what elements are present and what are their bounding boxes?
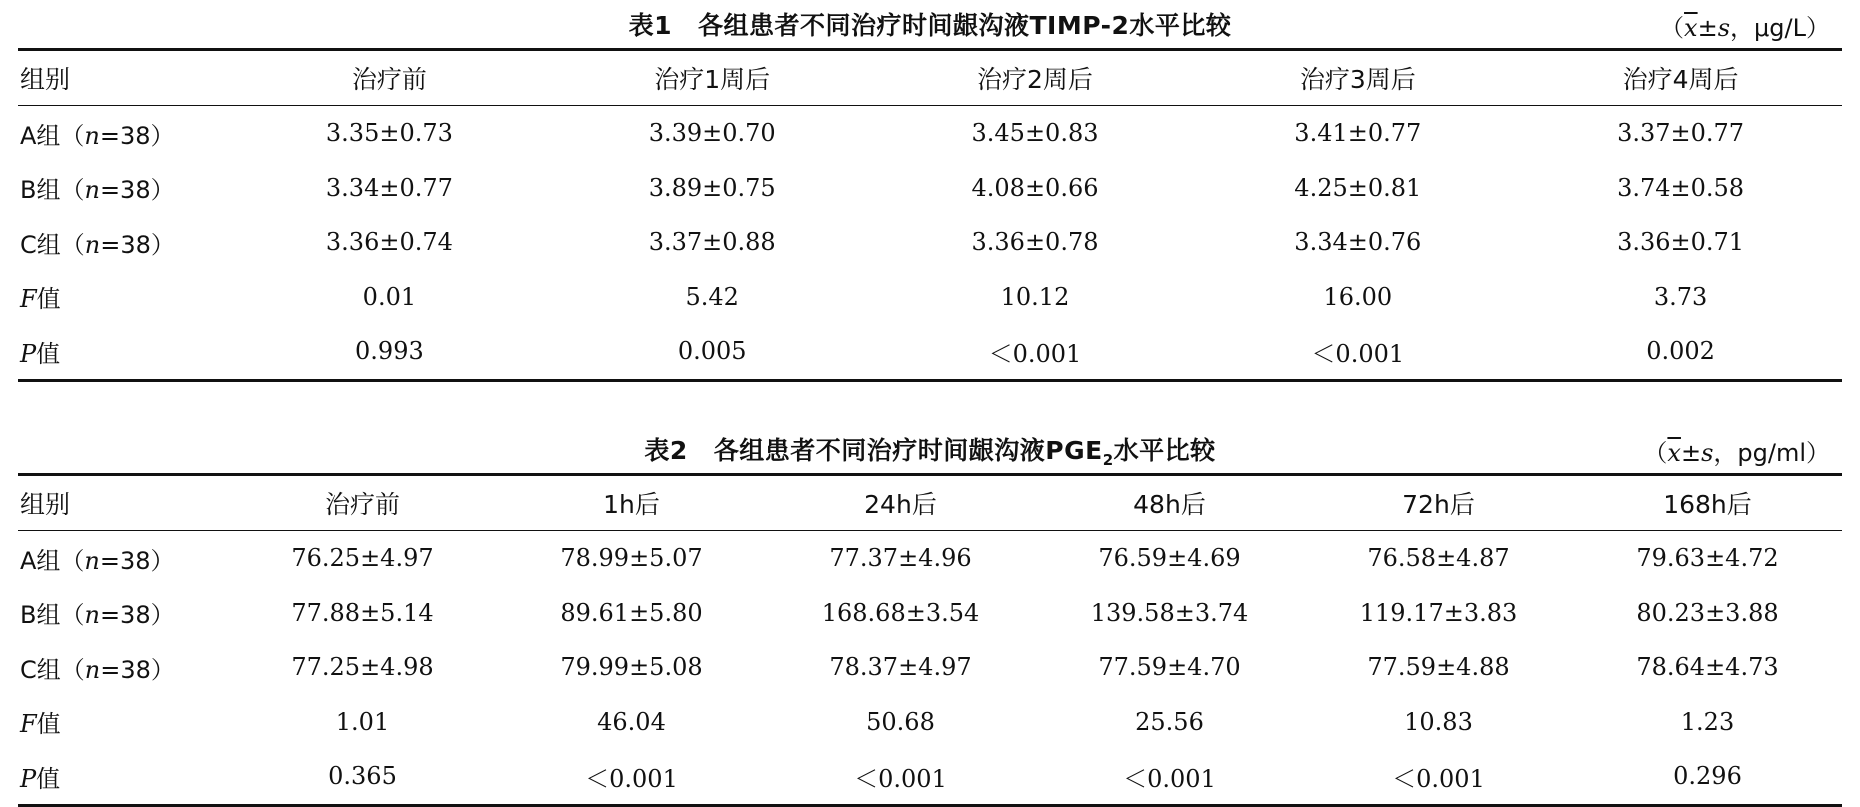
table1-value-cell: 3.36±0.71 — [1617, 228, 1745, 257]
table2-header-row — [18, 475, 1842, 531]
table2-table-row — [18, 640, 1842, 695]
table1-caption — [18, 6, 1842, 42]
table1-value-cell: 3.36±0.78 — [971, 228, 1099, 257]
table1-table-row — [18, 324, 1842, 380]
table2-row-label: C组（n=38） — [20, 655, 175, 684]
table2-value-cell: 76.59±4.69 — [1098, 544, 1241, 573]
table2-value-cell: 0.296 — [1573, 749, 1842, 805]
table2-value-cell: 168.68±3.54 — [821, 598, 980, 627]
table2-value-cell: ＜0.001 — [1304, 749, 1573, 805]
table1-value-cell: 3.35±0.73 — [325, 119, 453, 148]
table1-value-cell: 3.34±0.76 — [1294, 228, 1422, 257]
table1-value-cell: 3.34±0.77 — [325, 173, 453, 202]
table2-value-cell: ＜0.001 — [1035, 749, 1304, 805]
table1-value-cell: 3.37±0.77 — [1617, 119, 1745, 148]
table1-table-row — [18, 215, 1842, 270]
table2-block — [18, 425, 1842, 807]
table1-unit: （$\overline{x}\pm s$，μg/L） — [1660, 14, 1830, 42]
table2-value-cell: ＜0.001 — [497, 749, 766, 805]
table2-row-label: P值 — [18, 749, 228, 805]
table1-value-cell: ＜0.001 — [1196, 324, 1519, 380]
table1-header-cell: 治疗3周后 — [1196, 50, 1519, 106]
table1-value-cell: 5.42 — [685, 282, 739, 311]
table1-row-label: F值 — [20, 285, 61, 314]
table1-row-label: B组（n=38） — [20, 176, 175, 205]
table2-value-cell: 50.68 — [866, 707, 935, 736]
table2-value-cell: 0.365 — [228, 749, 497, 805]
table1-value-cell: 3.89±0.75 — [648, 173, 776, 202]
table2-header-cell: 1h后 — [497, 475, 766, 531]
table1-value-cell: 3.41±0.77 — [1294, 119, 1422, 148]
table1-row-label: A组（n=38） — [20, 121, 175, 150]
table2-table-row — [18, 749, 1842, 805]
table2-header-cell: 72h后 — [1304, 475, 1573, 531]
table1-value-cell: 3.37±0.88 — [648, 228, 776, 257]
table2-value-cell: 79.63±4.72 — [1636, 544, 1779, 573]
table2-table-row — [18, 531, 1842, 586]
table2-value-cell: 1.23 — [1680, 707, 1735, 736]
table1-header-row — [18, 50, 1842, 106]
table2-table-row — [18, 695, 1842, 750]
table1-value-cell: ＜0.001 — [874, 324, 1197, 380]
table2-header-cell: 24h后 — [766, 475, 1035, 531]
table1-block — [18, 0, 1842, 382]
table2-caption — [18, 431, 1842, 469]
table1-value-cell: 3.39±0.70 — [648, 119, 776, 148]
table1-title: 各组患者不同治疗时间龈沟液TIMP-2水平比较 — [698, 11, 1232, 40]
table2-value-cell: 77.88±5.14 — [291, 598, 434, 627]
table2-value-cell: 77.59±4.70 — [1098, 653, 1241, 682]
table2-value-cell: 76.25±4.97 — [291, 544, 434, 573]
table2-header-cell: 治疗前 — [228, 475, 497, 531]
table1-value-cell: 3.36±0.74 — [325, 228, 453, 257]
table2-title: 各组患者不同治疗时间龈沟液$PGE_2$水平比较 — [713, 436, 1216, 469]
table2-value-cell: 46.04 — [597, 707, 666, 736]
table2-row-label: B组（n=38） — [20, 601, 175, 630]
table2-number: 表2 — [644, 436, 688, 465]
table1-table-row — [18, 161, 1842, 216]
table1-value-cell: 0.002 — [1519, 324, 1842, 380]
table2-value-cell: 25.56 — [1135, 707, 1204, 736]
table1-header-cell: 治疗1周后 — [551, 50, 874, 106]
table2-value-cell: ＜0.001 — [766, 749, 1035, 805]
table1-value-cell: 4.25±0.81 — [1294, 173, 1422, 202]
table1-value-cell: 0.005 — [551, 324, 874, 380]
table2-header-cell: 168h后 — [1573, 475, 1842, 531]
table2-value-cell: 119.17±3.83 — [1359, 598, 1518, 627]
table1-value-cell: 16.00 — [1323, 282, 1393, 311]
table1-value-cell: 3.74±0.58 — [1617, 173, 1745, 202]
table1-value-cell: 3.73 — [1653, 282, 1708, 311]
table2-value-cell: 78.64±4.73 — [1636, 653, 1779, 682]
table2-row-label: A组（n=38） — [20, 546, 175, 575]
table1-value-cell: 0.01 — [362, 282, 417, 311]
table2-header-cell: 组别 — [18, 475, 228, 531]
table1-value-cell: 10.12 — [1000, 282, 1070, 311]
table2-value-cell: 89.61±5.80 — [560, 598, 703, 627]
table1-header-cell: 治疗前 — [228, 50, 551, 106]
table2 — [18, 473, 1842, 807]
table2-value-cell: 77.59±4.88 — [1367, 653, 1510, 682]
table2-row-label: F值 — [20, 710, 61, 739]
table1-header-cell: 治疗2周后 — [874, 50, 1197, 106]
table1-value-cell: 3.45±0.83 — [971, 119, 1099, 148]
table2-table-row — [18, 586, 1842, 641]
table2-value-cell: 80.23±3.88 — [1636, 598, 1779, 627]
table2-unit: （$\overline{x}\pm s$，pg/ml） — [1643, 439, 1830, 467]
table2-value-cell: 78.99±5.07 — [560, 544, 703, 573]
table1-row-label: C组（n=38） — [20, 230, 175, 259]
table1-row-label: P值 — [18, 324, 228, 380]
table1-table-row — [18, 270, 1842, 325]
table2-value-cell: 10.83 — [1404, 707, 1473, 736]
table1-number: 表1 — [628, 11, 672, 40]
table1-caption-row — [18, 0, 1842, 48]
table2-value-cell: 1.01 — [335, 707, 390, 736]
table1-header-cell: 治疗4周后 — [1519, 50, 1842, 106]
table1-header-cell: 组别 — [18, 50, 228, 106]
table1 — [18, 48, 1842, 382]
table2-value-cell: 79.99±5.08 — [560, 653, 703, 682]
table2-value-cell: 139.58±3.74 — [1090, 598, 1249, 627]
table1-table-row — [18, 106, 1842, 161]
table2-value-cell: 77.37±4.96 — [829, 544, 972, 573]
table2-value-cell: 76.58±4.87 — [1367, 544, 1510, 573]
table2-header-cell: 48h后 — [1035, 475, 1304, 531]
table2-value-cell: 77.25±4.98 — [291, 653, 434, 682]
table2-value-cell: 78.37±4.97 — [829, 653, 972, 682]
table1-value-cell: 0.993 — [228, 324, 551, 380]
table2-caption-row — [18, 425, 1842, 473]
table1-value-cell: 4.08±0.66 — [971, 173, 1099, 202]
